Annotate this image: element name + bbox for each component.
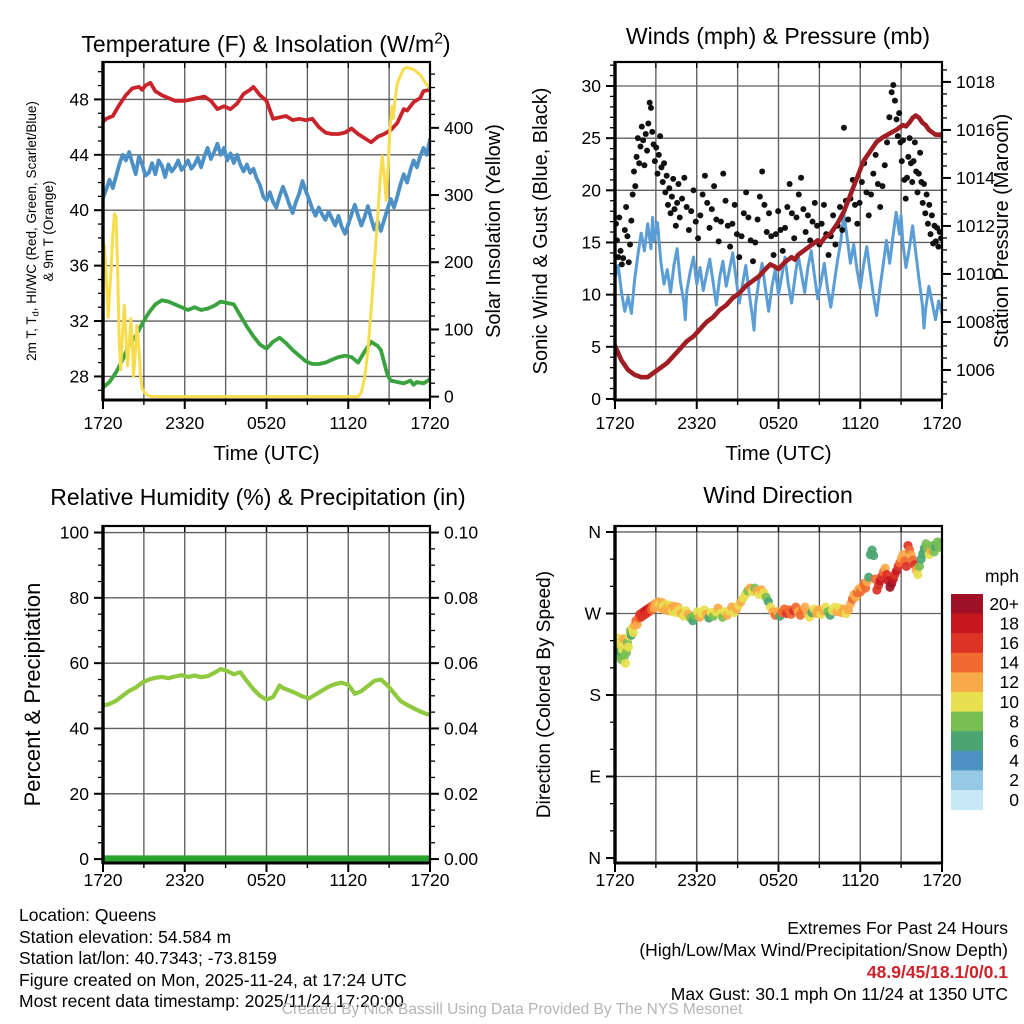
svg-text:100: 100 — [59, 522, 89, 543]
svg-text:N: N — [588, 848, 601, 869]
svg-text:30: 30 — [581, 75, 601, 96]
svg-text:Relative Humidity (%) & Precip: Relative Humidity (%) & Precipitation (in) — [50, 484, 466, 510]
svg-text:0: 0 — [444, 386, 454, 407]
svg-text:& 9m T (Orange): & 9m T (Orange) — [41, 180, 56, 282]
svg-text:Solar Insolation (Yellow): Solar Insolation (Yellow) — [483, 124, 505, 338]
svg-text:0.10: 0.10 — [444, 522, 479, 543]
svg-text:1720: 1720 — [410, 413, 450, 433]
svg-text:25: 25 — [581, 128, 601, 149]
svg-text:1720: 1720 — [83, 413, 123, 433]
svg-text:36: 36 — [69, 255, 89, 276]
extremes-values: 48.9/45/18.1/0/0.1 — [866, 962, 1008, 982]
svg-text:32: 32 — [69, 311, 89, 332]
svg-text:6: 6 — [1009, 731, 1019, 751]
svg-text:0: 0 — [1009, 789, 1019, 810]
svg-text:S: S — [589, 684, 601, 705]
svg-text:10: 10 — [999, 691, 1019, 712]
svg-text:18: 18 — [999, 613, 1019, 634]
svg-text:20: 20 — [69, 783, 89, 804]
svg-text:Station Pressure (Maroon): Station Pressure (Maroon) — [991, 113, 1013, 349]
svg-text:40: 40 — [69, 200, 89, 221]
svg-text:1720: 1720 — [595, 413, 635, 433]
svg-text:Percent & Precipitation: Percent & Precipitation — [20, 582, 45, 807]
svg-text:N: N — [588, 521, 601, 542]
svg-text:10: 10 — [581, 284, 601, 305]
credit-line: Created By Nick Bassill Using Data Provided By The NYS Mesonet — [281, 1001, 743, 1018]
svg-text:mph: mph — [984, 566, 1019, 586]
svg-text:1006: 1006 — [956, 359, 995, 380]
svg-text:2320: 2320 — [677, 870, 717, 890]
svg-text:2320: 2320 — [677, 413, 717, 433]
svg-text:48: 48 — [69, 89, 89, 110]
figure-created: Figure created on Mon, 2025-11-24, at 17:24 UTC — [19, 969, 407, 990]
svg-text:2320: 2320 — [165, 413, 205, 433]
svg-text:Time (UTC): Time (UTC) — [725, 442, 832, 465]
svg-text:100: 100 — [444, 319, 474, 340]
recent-timestamp: Most recent data timestamp: 2025/11/24 17:20:00 — [19, 991, 404, 1011]
svg-text:1720: 1720 — [922, 413, 962, 433]
extremes-block — [639, 917, 1008, 1005]
station-latlon: Station lat/lon: 40.7343; -73.8159 — [19, 948, 277, 968]
svg-text:0520: 0520 — [247, 870, 286, 890]
svg-text:300: 300 — [444, 185, 474, 206]
svg-text:Temperature (F) & Insolation (: Temperature (F) & Insolation $(W/m^2)$ — [81, 30, 451, 57]
station-info-block — [19, 905, 407, 1013]
chart-wind-direction — [534, 482, 962, 890]
svg-text:40: 40 — [69, 718, 89, 739]
station-location: Location: Queens — [19, 905, 157, 925]
svg-text:0.02: 0.02 — [444, 783, 479, 804]
svg-text:1720: 1720 — [83, 870, 123, 890]
svg-text:2m T, Td, HI/WC (Red, Green, S: 2m T, $T_d$, HI/WC (Red, Green, Scarlet/Blue) — [24, 101, 41, 361]
svg-text:1120: 1120 — [841, 413, 880, 433]
speed-colorbar — [951, 566, 1019, 810]
svg-text:60: 60 — [69, 653, 89, 674]
svg-text:12: 12 — [999, 672, 1019, 693]
max-gust: Max Gust: 30.1 mph On 11/24 at 1350 UTC — [670, 984, 1008, 1004]
svg-text:1720: 1720 — [595, 870, 635, 890]
svg-text:0: 0 — [591, 388, 601, 409]
svg-text:Winds (mph) & Pressure (mb): Winds (mph) & Pressure (mb) — [625, 23, 931, 49]
svg-text:E: E — [589, 766, 601, 787]
svg-text:0.06: 0.06 — [444, 653, 479, 674]
svg-text:Wind Direction: Wind Direction — [703, 482, 853, 508]
svg-text:1008: 1008 — [956, 311, 995, 332]
chart-winds-pressure — [530, 23, 1013, 465]
svg-text:4: 4 — [1009, 750, 1019, 771]
svg-text:1018: 1018 — [956, 71, 995, 92]
svg-text:1120: 1120 — [841, 870, 880, 890]
svg-text:1120: 1120 — [329, 870, 368, 890]
svg-text:W: W — [584, 603, 601, 624]
extremes-title: Extremes For Past 24 Hours — [787, 918, 1008, 938]
svg-text:0520: 0520 — [759, 870, 798, 890]
svg-text:1720: 1720 — [922, 870, 962, 890]
svg-text:0.04: 0.04 — [444, 718, 479, 739]
chart-temperature-insolation — [24, 30, 505, 465]
svg-text:1010: 1010 — [956, 263, 995, 284]
svg-text:20+: 20+ — [989, 593, 1019, 614]
extremes-subtitle: (High/Low/Max Wind/Precipitation/Snow Depth) — [639, 940, 1008, 960]
svg-text:Time (UTC): Time (UTC) — [213, 442, 320, 465]
svg-text:1014: 1014 — [956, 167, 995, 188]
svg-text:2: 2 — [1009, 770, 1019, 791]
chart-humidity-precip — [20, 484, 478, 890]
svg-text:0.08: 0.08 — [444, 587, 479, 608]
svg-text:1012: 1012 — [956, 215, 995, 236]
svg-text:0520: 0520 — [759, 413, 798, 433]
svg-text:28: 28 — [69, 366, 89, 387]
svg-text:15: 15 — [581, 232, 601, 253]
svg-text:44: 44 — [69, 144, 89, 165]
svg-text:1720: 1720 — [410, 870, 450, 890]
svg-text:14: 14 — [999, 652, 1019, 673]
svg-text:16: 16 — [999, 633, 1019, 653]
svg-text:Direction (Colored By Speed): Direction (Colored By Speed) — [534, 570, 555, 819]
svg-text:80: 80 — [69, 587, 89, 608]
svg-text:200: 200 — [444, 252, 474, 273]
svg-text:5: 5 — [591, 336, 601, 357]
station-elevation: Station elevation: 54.584 m — [19, 926, 232, 947]
svg-text:8: 8 — [1009, 711, 1019, 732]
svg-text:2320: 2320 — [165, 870, 205, 890]
svg-text:20: 20 — [581, 180, 601, 201]
svg-text:400: 400 — [444, 117, 474, 138]
svg-text:0.00: 0.00 — [444, 849, 479, 870]
svg-text:Sonic Wind & Gust (Blue, Black: Sonic Wind & Gust (Blue, Black) — [530, 87, 552, 375]
svg-text:1120: 1120 — [329, 413, 368, 433]
svg-text:0520: 0520 — [247, 413, 286, 433]
svg-text:0: 0 — [79, 849, 89, 870]
svg-text:1016: 1016 — [956, 119, 995, 140]
